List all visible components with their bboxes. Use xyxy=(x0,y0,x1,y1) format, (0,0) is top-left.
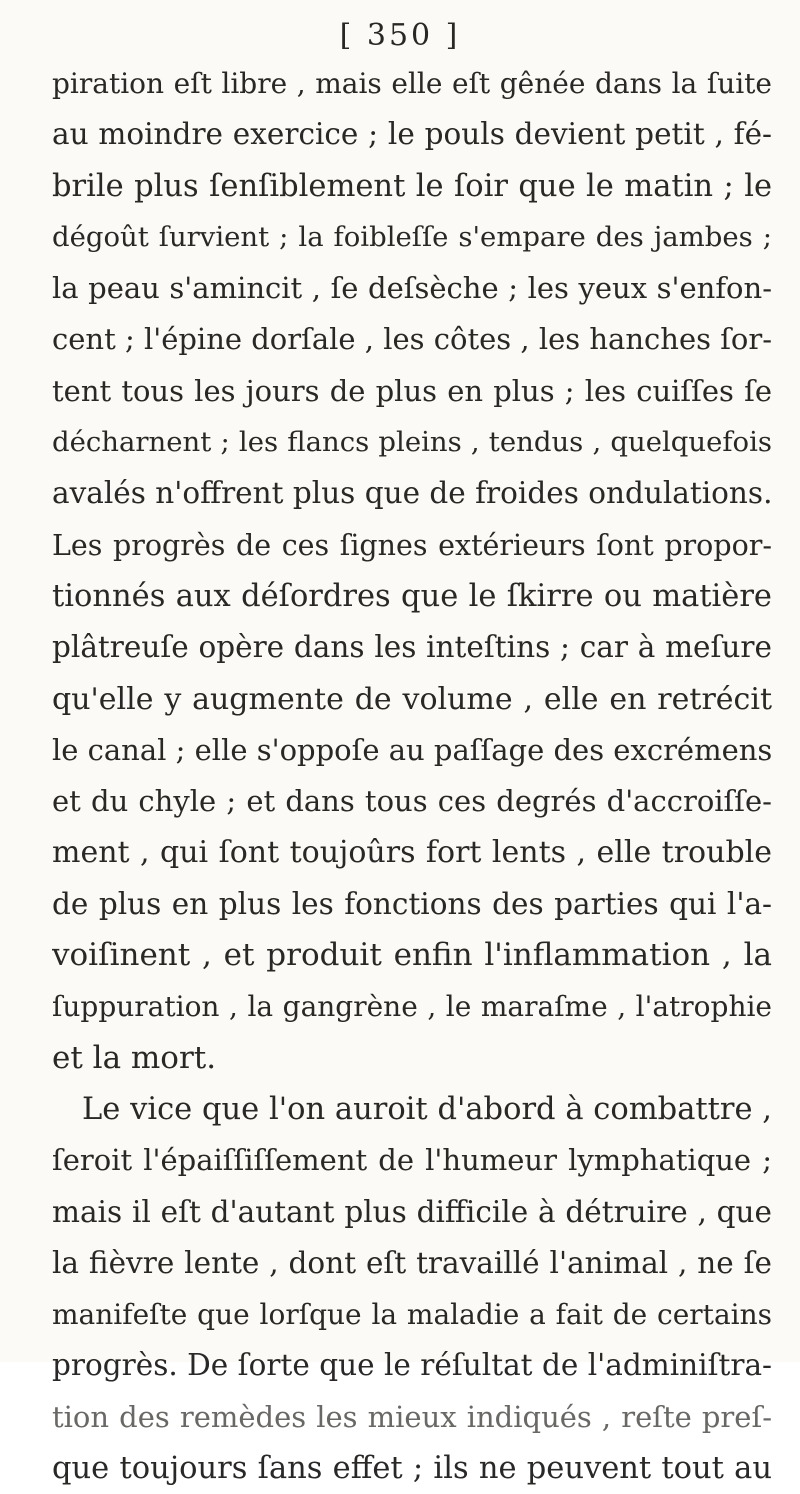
text-line: mais il eſt d'autant plus difficile à détruire , que xyxy=(52,1194,772,1229)
text-line: tion des remèdes les mieux indiqués , reſte preſ- xyxy=(52,1399,772,1434)
text-line: la fièvre lente , dont eſt travaillé l'animal , ne ſe xyxy=(52,1245,772,1280)
text-line: tionnés aux déſordres que le ſkirre ou matière xyxy=(52,578,772,614)
text-line: dégoût ſurvient ; la foibleſſe s'empare des jambes ; xyxy=(52,220,772,253)
text-line: progrès. De ſorte que le réſultat de l'adminiſtra- xyxy=(52,1348,772,1383)
text-line: avalés n'offrent plus que de froides ondulations. xyxy=(52,476,772,511)
text-line: la peau s'amincit , ſe deſsèche ; les yeux s'enfon- xyxy=(52,271,772,306)
text-line: ment , qui ſont toujoûrs fort lents , elle trouble xyxy=(52,835,772,871)
paragraph-start-line: Le vice que l'on auroit d'abord à combattre , xyxy=(82,1091,772,1127)
text-line: au moindre exercice ; le pouls devient petit , fé- xyxy=(52,117,772,152)
text-line: de plus en plus les fonctions des parties qui l'a- xyxy=(52,886,772,921)
text-line: brile plus ſenſiblement le ſoir que le matin ; le xyxy=(52,168,772,204)
text-line: manifeſte que lorſque la maladie a fait de certains xyxy=(52,1298,772,1332)
text-line: ſuppuration , la gangrène , le maraſme , l'atrophie xyxy=(52,990,772,1024)
paragraph-end-line: et la mort. xyxy=(52,1039,217,1076)
text-line: tent tous les jours de plus en plus ; les cuiſſes ſe xyxy=(52,373,772,408)
text-line: ſeroit l'épaiſſiſſement de l'humeur lymphatique ; xyxy=(52,1143,772,1178)
text-line: voiſinent , et produit enfin l'inflammation , la xyxy=(52,937,772,974)
text-line: plâtreuſe opère dans les inteſtins ; car à meſure xyxy=(52,630,772,665)
text-line: le canal ; elle s'oppoſe au paſſage des excrémens xyxy=(52,732,772,767)
text-line: et du chyle ; et dans tous ces degrés d'accroiſſe- xyxy=(52,784,772,819)
text-line: décharnent ; les flancs pleins , tendus , quelquefois xyxy=(52,426,772,459)
text-line: qu'elle y augmente de volume , elle en retrécit xyxy=(52,681,772,717)
text-line: que toujours ſans effet ; ils ne peuvent tout au xyxy=(52,1451,772,1487)
text-line: cent ; l'épine dorſale , les côtes , les hanches ſor- xyxy=(52,322,772,357)
text-line: Les progrès de ces ſignes extérieurs ſont propor- xyxy=(52,528,772,562)
page-number: [ 350 ] xyxy=(339,18,461,53)
text-line: piration eſt libre , mais elle eſt gênée dans la ſuite xyxy=(52,67,772,100)
body-text xyxy=(52,58,772,1494)
